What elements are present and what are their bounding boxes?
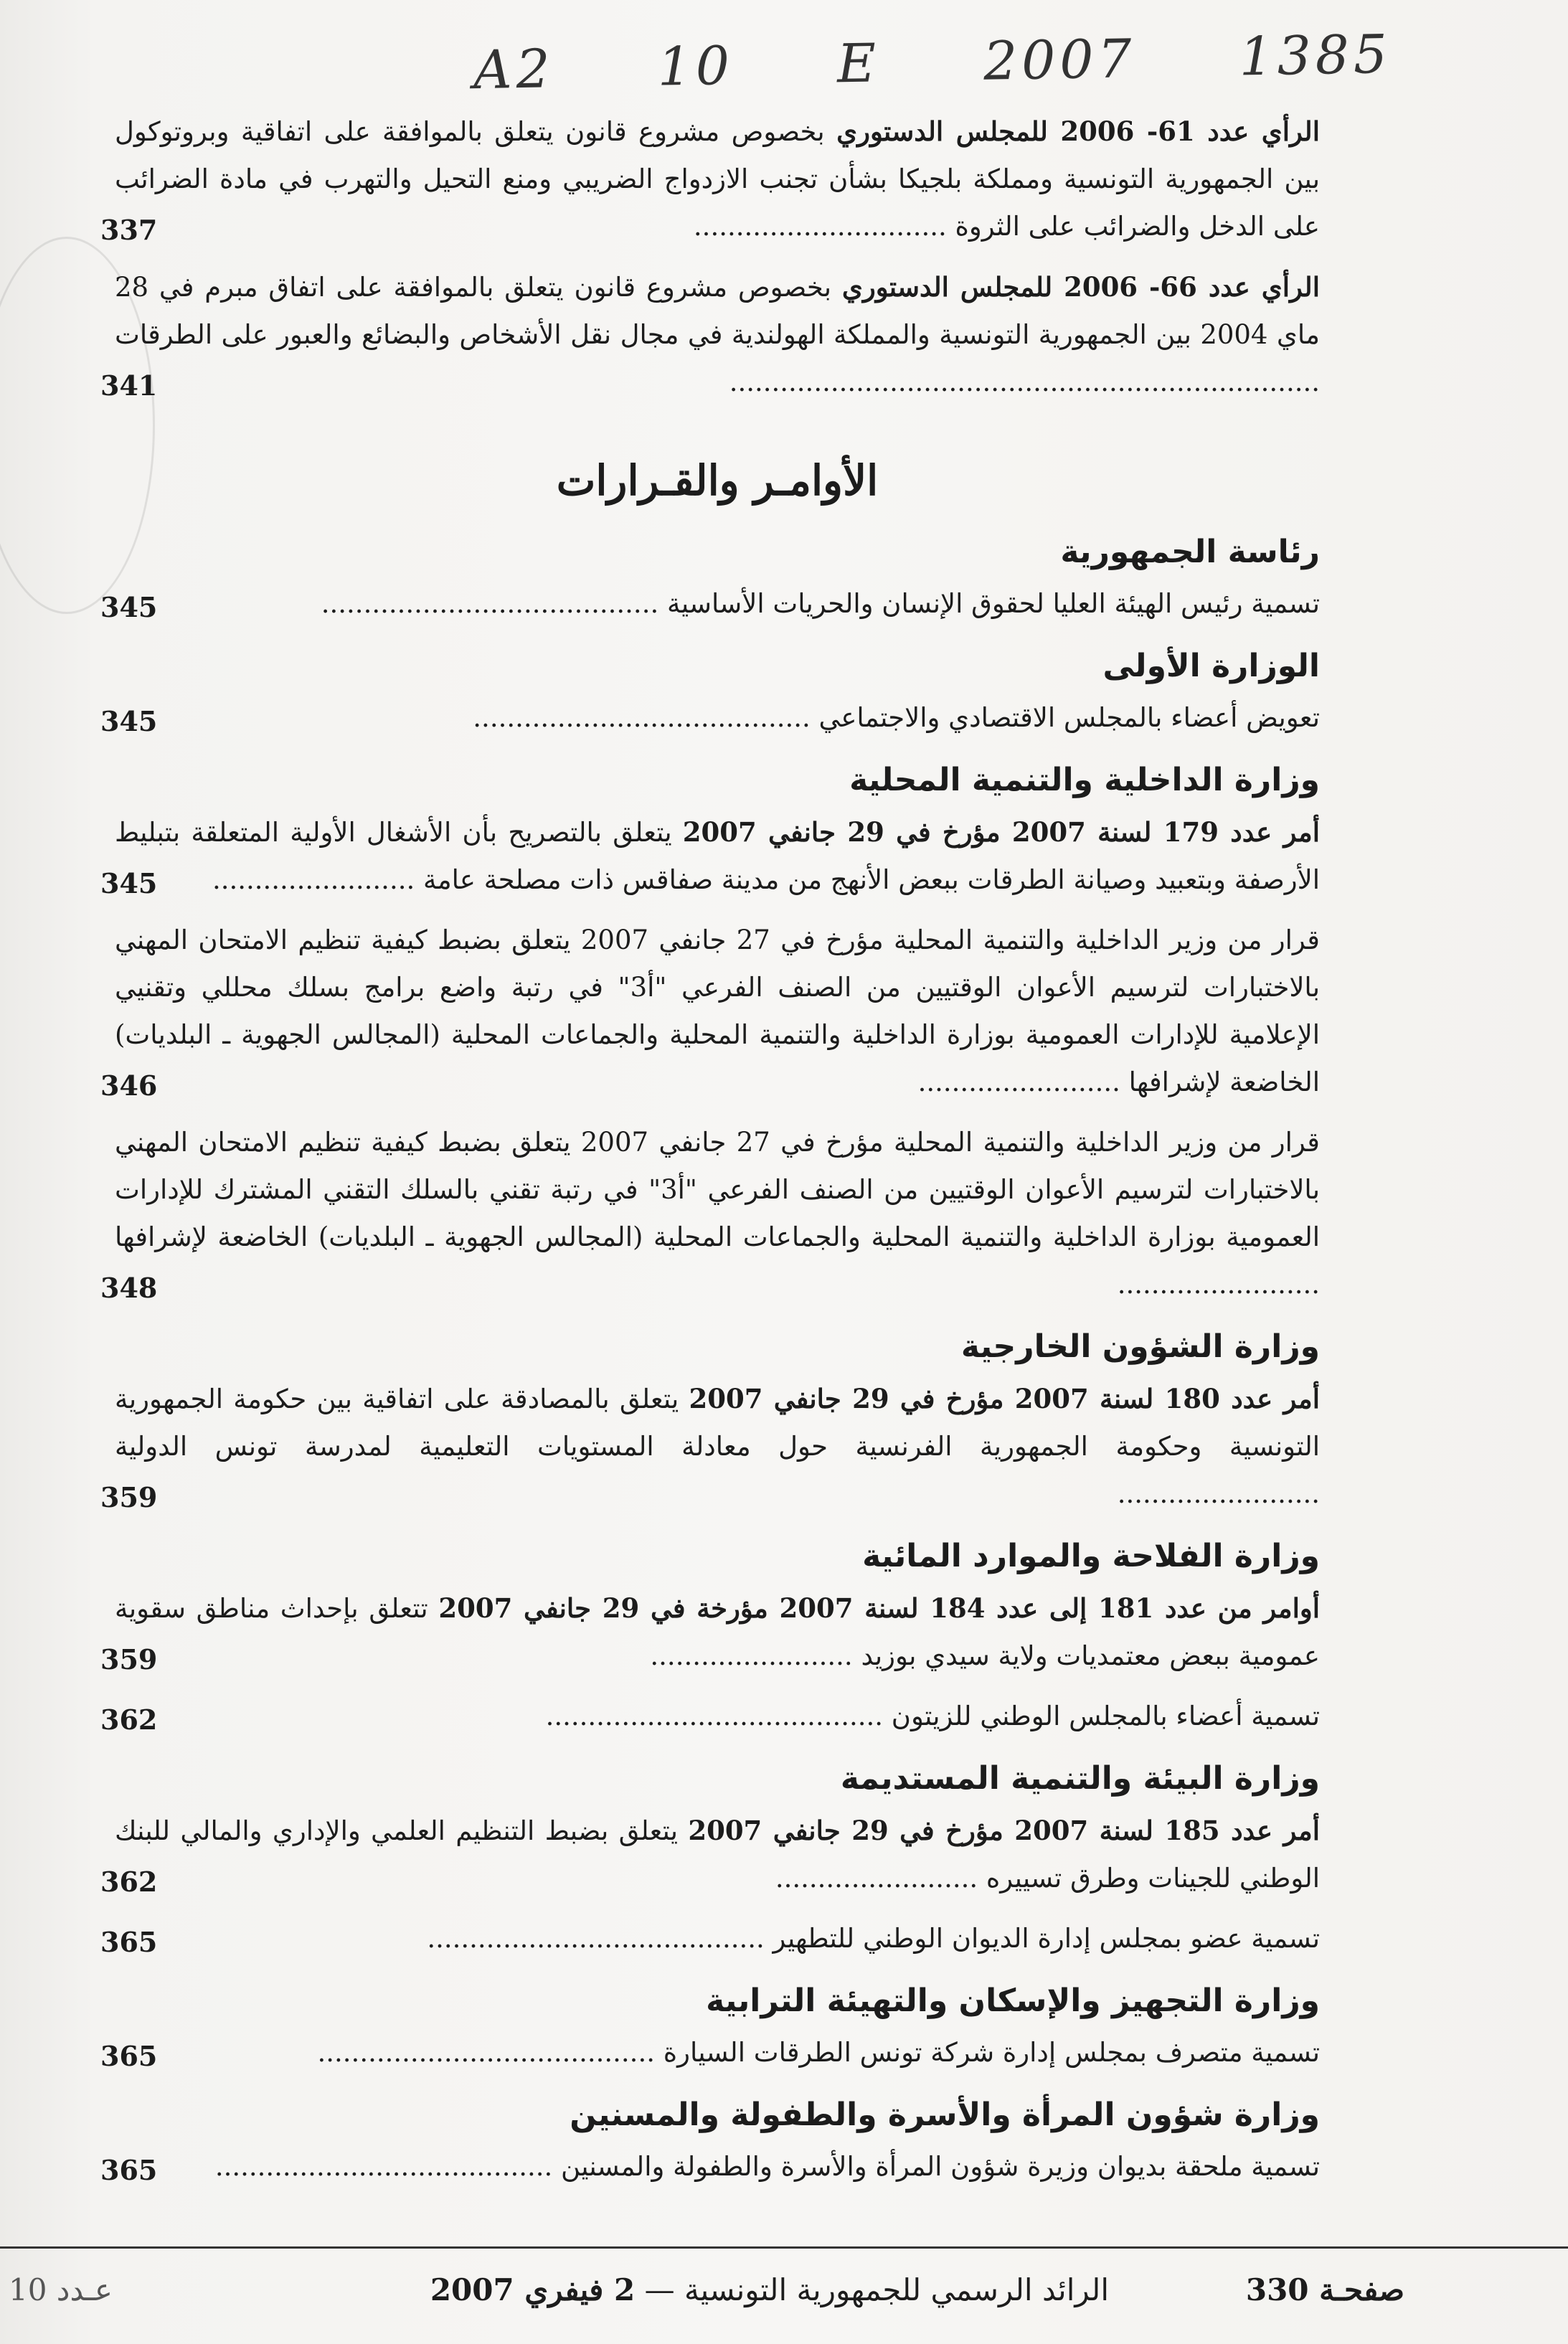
toc-entry — [100, 1915, 1320, 1962]
toc-entry — [100, 917, 1320, 1106]
entry-body: تسمية متصرف بمجلس إدارة شركة تونس الطرقات السيارة — [663, 2037, 1320, 2068]
footer-journal-name: الرائد الرسمي للجمهورية التونسية — — [644, 2272, 1109, 2307]
entry-heading: أمر عدد 180 لسنة 2007 مؤرخ في 29 جانفي 2007 — [689, 1383, 1321, 1414]
section-title: الوزارة الأولى — [1102, 648, 1320, 684]
page-number: 362 — [100, 1703, 158, 1736]
page-number: 365 — [100, 2154, 158, 2186]
handwritten-token: 10 — [656, 34, 735, 98]
toc-entry — [100, 1119, 1320, 1308]
footer-journal-date: 2 فيفري 2007 — [430, 2272, 636, 2307]
entry-body: يتعلق بالتصريح بأن الأشغال الأولية المتعلقة بتبليط الأرصفة وبتعبيد وصيانة الطرقات ببعض الأنهج من مدينة صفاقس ذات مصلحة عامة — [115, 817, 1320, 895]
leader-dots: ........................ — [917, 1067, 1129, 1097]
leader-dots: ........................ — [1117, 1269, 1320, 1300]
leader-dots: ........................................ — [427, 1923, 773, 1954]
entry-body: تسمية رئيس الهيئة العليا لحقوق الإنسان والحريات الأساسية — [666, 588, 1320, 619]
page-number: 362 — [100, 1866, 158, 1898]
handwritten-token: 2007 — [983, 28, 1137, 93]
page-footer — [0, 2272, 1568, 2330]
leader-dots: .............................. — [693, 211, 955, 242]
entry-body: يتعلق بالمصادقة على اتفاقية بين حكومة الجمهورية التونسية وحكومة الجمهورية الفرنسية حول معادلة المستويات التعليمية لمدرسة تونس الدولية — [115, 1384, 1320, 1462]
page-number: 345 — [100, 591, 158, 623]
toc-entry — [100, 2029, 1320, 2076]
leader-dots: ...................................................................... — [729, 367, 1320, 397]
page-number: 345 — [100, 867, 158, 899]
page-number: 359 — [100, 1643, 158, 1676]
toc-entry-text — [115, 2029, 1320, 2076]
section-title: وزارة الفلاحة والموارد المائية — [862, 1538, 1320, 1574]
toc-entry-text — [115, 263, 1320, 406]
leader-dots: ........................ — [212, 864, 423, 895]
toc-entry-text — [115, 2143, 1320, 2191]
page-number: 341 — [100, 369, 158, 402]
handwritten-token: A2 — [473, 38, 555, 102]
section-title: وزارة الداخلية والتنمية المحلية — [849, 762, 1320, 798]
leader-dots: ........................................ — [473, 702, 819, 733]
page-number: 337 — [100, 214, 158, 246]
leader-dots: ........................................ — [317, 2037, 663, 2068]
page-number: 359 — [100, 1481, 158, 1513]
page-number: 345 — [100, 705, 158, 737]
entry-body: قرار من وزير الداخلية والتنمية المحلية مؤرخ في 27 جانفي 2007 يتعلق بضبط كيفية تنظيم الامتحان المهني بالاختبارات لترسيم الأعوان الوقتيين من الصنف الفرعي "أ3" في رتبة تقني بالسلك التقني المشترك للإدارات العمومية بوزارة الداخلية والتنمية المحلية والجماعات المحلية (المجالس الجهوية ـ البلديات) الخاضعة لإشرافها — [115, 1127, 1320, 1252]
page-number: 365 — [100, 1926, 158, 1958]
section-title: وزارة البيئة والتنمية المستديمة — [840, 1760, 1320, 1797]
toc-entry-text — [115, 580, 1320, 628]
footer-divider — [0, 2246, 1568, 2249]
toc-entry-text — [115, 1693, 1320, 1740]
entry-body: تتعلق بإحداث مناطق سقوية عمومية ببعض معتمديات ولاية سيدي بوزيد — [115, 1593, 1320, 1671]
entry-body: تسمية أعضاء بالمجلس الوطني للزيتون — [891, 1701, 1320, 1731]
entry-body: بخصوص مشروع قانون يتعلق بالموافقة على اتفاق مبرم في 28 ماي 2004 بين الجمهورية التونسية والمملكة الهولندية في مجال نقل الأشخاص والبضائع والعبور على الطرقات — [115, 272, 1320, 350]
toc-entry-text — [115, 1119, 1320, 1308]
toc-entry — [100, 1807, 1321, 1902]
section-title: وزارة شؤون المرأة والأسرة والطفولة والمسنين — [570, 2097, 1320, 2133]
toc-entry-text — [115, 1375, 1320, 1518]
main-section-title: الأوامـر والقـرارات — [556, 456, 879, 505]
toc-entry-text — [115, 808, 1320, 904]
toc-entry — [100, 808, 1320, 904]
toc-entry — [100, 2143, 1320, 2191]
entry-heading: أمر عدد 179 لسنة 2007 مؤرخ في 29 جانفي 2007 — [682, 816, 1320, 848]
page-number: 348 — [100, 1272, 158, 1304]
toc-entry — [100, 263, 1320, 406]
entry-heading: الرأي عدد 61- 2006 للمجلس الدستوري — [836, 115, 1320, 147]
leader-dots: ........................................ — [545, 1701, 892, 1731]
entry-body: تسمية عضو بمجلس إدارة الديوان الوطني للتطهير — [773, 1923, 1320, 1954]
entry-body: بخصوص مشروع قانون يتعلق بالموافقة على اتفاقية وبروتوكول بين الجمهورية التونسية ومملكة بلجيكا بشأن تجنب الازدواج الضريبي ومنع التحيل والتهرب في مادة الضرائب على الدخل والضرائب على الثروة — [115, 116, 1320, 242]
footer-journal — [430, 2272, 1109, 2307]
leader-dots: ........................................ — [321, 588, 667, 619]
table-of-contents — [100, 108, 1321, 2203]
toc-entry-text — [115, 108, 1320, 250]
toc-entry-text — [115, 917, 1320, 1106]
entry-heading: الرأي عدد 66- 2006 للمجلس الدستوري — [841, 271, 1320, 303]
toc-entry-text — [115, 1915, 1320, 1962]
entry-body: تعويض أعضاء بالمجلس الاقتصادي والاجتماعي — [818, 702, 1320, 733]
toc-entry-text — [115, 1807, 1320, 1902]
handwritten-token: 1385 — [1238, 23, 1392, 88]
toc-entry — [100, 108, 1320, 250]
footer-page-label: صفحـة 330 — [1245, 2272, 1404, 2307]
toc-entry — [100, 694, 1320, 742]
page-number: 346 — [100, 1069, 158, 1102]
entry-body: يتعلق بضبط التنظيم العلمي والإداري والمالي للبنك الوطني للجينات وطرق تسييره — [115, 1815, 1320, 1894]
entry-heading: أمر عدد 185 لسنة 2007 مؤرخ في 29 جانفي 2007 — [688, 1815, 1321, 1846]
entry-body: تسمية ملحقة بديوان وزيرة شؤون المرأة والأسرة والطفولة والمسنين — [561, 2151, 1320, 2182]
toc-entry — [100, 1584, 1321, 1680]
sections-container — [100, 534, 1321, 2191]
page-number: 365 — [100, 2040, 158, 2072]
handwritten-token: E — [836, 32, 881, 95]
footer-issue-label: عـدد 10 — [9, 2272, 113, 2307]
toc-entry — [100, 1375, 1321, 1518]
leader-dots: ........................ — [650, 1640, 861, 1671]
leader-dots: ........................ — [1117, 1478, 1320, 1509]
entry-body: قرار من وزير الداخلية والتنمية المحلية مؤرخ في 27 جانفي 2007 يتعلق بضبط كيفية تنظيم الامتحان المهني بالاختبارات لترسيم الأعوان الوقتيين من الصنف الفرعي "أ3" في رتبة واضع برامج بسلك محللي وتقنيي الإعلامية للإدارات العمومية بوزارة الداخلية والتنمية المحلية والجماعات المحلية (المجالس الجهوية ـ البلديات) الخاضعة لإشرافها — [115, 925, 1320, 1097]
handwritten-annotation — [473, 22, 1392, 103]
toc-entry — [100, 1693, 1320, 1740]
entry-heading: أوامر من عدد 181 إلى عدد 184 لسنة 2007 مؤرخة في 29 جانفي 2007 — [438, 1592, 1321, 1624]
leader-dots: ........................ — [775, 1863, 986, 1894]
toc-entry-text — [115, 1584, 1320, 1680]
section-title: رئاسة الجمهورية — [1060, 534, 1320, 570]
section-title: وزارة التجهيز والإسكان والتهيئة الترابية — [706, 1983, 1320, 2019]
section-title: وزارة الشؤون الخارجية — [960, 1328, 1320, 1365]
leader-dots: ........................................ — [214, 2151, 562, 2182]
toc-entry-text — [115, 694, 1320, 742]
toc-entry — [100, 580, 1320, 628]
